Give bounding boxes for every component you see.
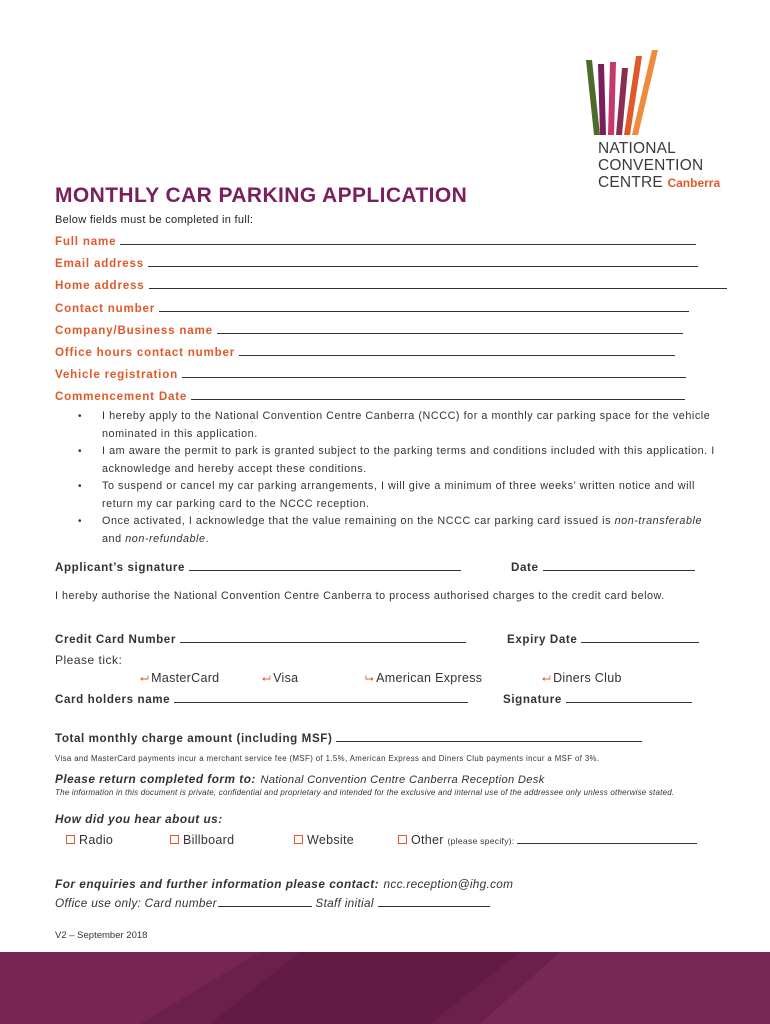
card-signature-field[interactable]: Signature — [503, 693, 692, 706]
card-option-amex[interactable]: ⮡ American Express — [365, 671, 483, 685]
form-subtitle: Below fields must be completed in full: — [55, 214, 254, 226]
authorise-text: I hereby authorise the National Convention Centre Canberra to process authorised charges to the credit card below. — [55, 590, 665, 602]
brand-logo-text — [598, 140, 720, 192]
msf-note: Visa and MasterCard payments incur a merchant service fee (MSF) of 1.5%, American Express and Diners Club payments incur a MSF of 3%. — [55, 754, 600, 763]
office-hours-contact-field[interactable]: Office hours contact number — [55, 346, 675, 359]
hear-option-billboard[interactable]: Billboard — [170, 833, 234, 847]
please-specify-label: (please specify): — [447, 836, 515, 846]
full-name-field[interactable]: Full name — [55, 235, 696, 248]
company-business-name-field[interactable]: Company/Business name — [55, 324, 683, 337]
applicant-signature-field[interactable]: Applicant’s signature — [55, 561, 461, 574]
term-nonrefundable: non-refundable — [125, 532, 206, 545]
total-monthly-charge-field[interactable]: Total monthly charge amount (including MSF) — [55, 732, 642, 745]
credit-card-number-field[interactable]: Credit Card Number — [55, 633, 466, 646]
brand-line-2: CONVENTION — [598, 157, 704, 174]
term-3: • To suspend or cancel my car parking arrangements, I will give a minimum of three weeks’ written notice and will return my car parking card to the NCCC reception. — [80, 478, 720, 513]
term-nontransferable: non-transferable — [614, 515, 703, 527]
term-1: • I hereby apply to the National Convention Centre Canberra (NCCC) for a monthly car parking space for the vehicle nominated in this application. — [80, 408, 720, 443]
please-tick-label: Please tick: — [55, 653, 123, 667]
hear-option-website[interactable]: Website — [294, 833, 354, 847]
commencement-date-field[interactable]: Commencement Date — [55, 390, 685, 403]
contact-email[interactable]: ncc.reception@ihg.com — [383, 877, 514, 891]
card-option-visa[interactable]: ⮠ Visa — [262, 671, 299, 685]
signature-date-field[interactable]: Date — [511, 561, 695, 574]
hear-option-radio[interactable]: Radio — [66, 833, 113, 847]
checkbox-icon — [294, 835, 303, 844]
term-4: • Once activated, I acknowledge that the value remaining on the NCCC car parking card issued is non-transferable and non-refundable. — [80, 513, 720, 548]
logo-bars-graphic — [586, 50, 696, 135]
footer-pattern — [0, 952, 770, 1024]
expiry-date-field[interactable]: Expiry Date — [507, 633, 699, 646]
brand-line-1: NATIONAL — [598, 140, 676, 157]
brand-line-3: CENTRE Canberra — [598, 174, 721, 191]
version-label: V2 – September 2018 — [55, 930, 148, 941]
terms-list — [80, 408, 720, 548]
confidentiality-note: The information in this document is private, confidential and proprietary and intended for the exclusive and internal use of the addressee only unless otherwise stated. — [55, 788, 675, 797]
footer-band — [0, 952, 770, 1024]
tick-mark-icon: ⮠ — [140, 673, 150, 685]
card-option-diners[interactable]: ⮠ Diners Club — [542, 671, 622, 685]
return-location: National Convention Centre Canberra Reception Desk — [260, 774, 545, 786]
checkbox-icon — [170, 835, 179, 844]
enquiries-line: For enquiries and further information please contact: ncc.reception@ihg.com — [55, 877, 514, 891]
hear-about-us-label: How did you hear about us: — [55, 812, 223, 826]
checkbox-icon — [66, 835, 75, 844]
office-use-line: Office use only: Card number Staff initial — [55, 896, 490, 910]
card-option-mastercard[interactable]: ⮠ MasterCard — [140, 671, 220, 685]
brand-city: Canberra — [667, 176, 721, 190]
return-instruction: Please return completed form to: National Convention Centre Canberra Reception Desk — [55, 772, 545, 786]
term-2: • I am aware the permit to park is granted subject to the parking terms and conditions included with this application. I acknowledge and hereby accept these conditions. — [80, 443, 720, 478]
tick-mark-icon: ⮡ — [365, 673, 375, 685]
email-address-field[interactable]: Email address — [55, 257, 698, 270]
hear-option-other[interactable]: Other (please specify): — [398, 833, 697, 847]
form-title: MONTHLY CAR PARKING APPLICATION — [55, 184, 468, 207]
tick-mark-icon: ⮠ — [262, 673, 272, 685]
card-holder-name-field[interactable]: Card holders name — [55, 693, 468, 706]
tick-mark-icon: ⮠ — [542, 673, 552, 685]
contact-number-field[interactable]: Contact number — [55, 302, 689, 315]
home-address-field[interactable]: Home address — [55, 279, 727, 292]
vehicle-registration-field[interactable]: Vehicle registration — [55, 368, 686, 381]
checkbox-icon — [398, 835, 407, 844]
